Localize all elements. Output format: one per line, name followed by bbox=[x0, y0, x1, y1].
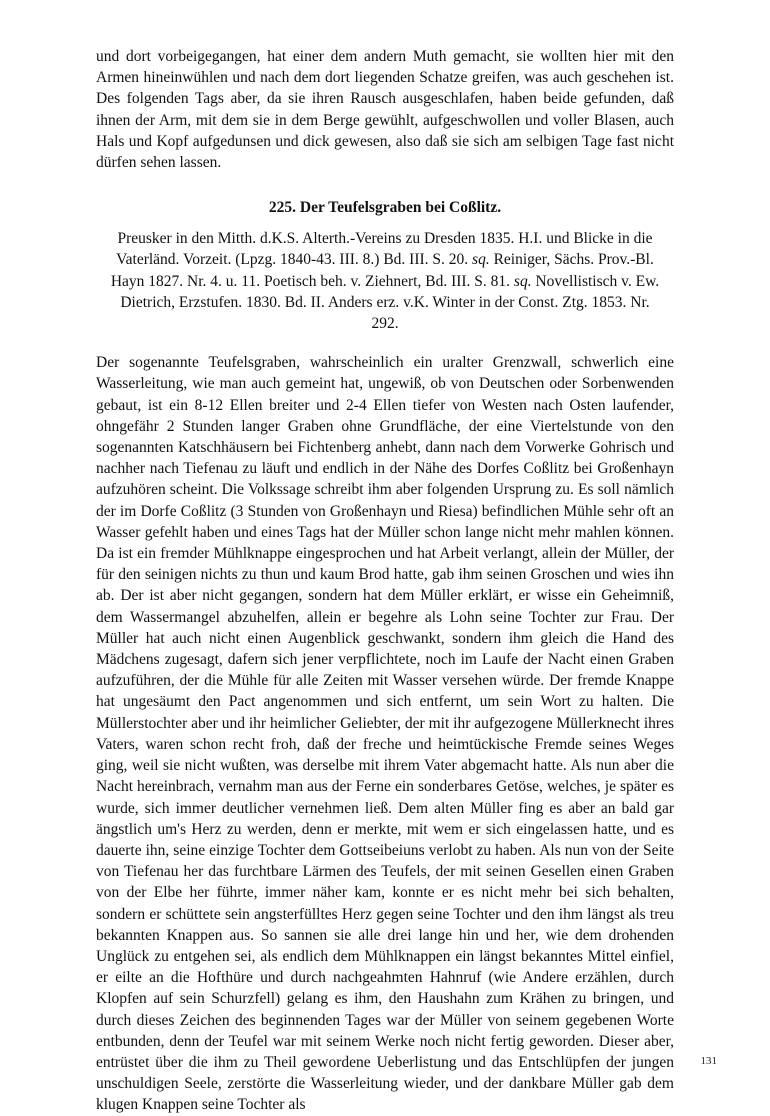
source-citation-sq-1: sq. bbox=[472, 251, 490, 269]
source-citation-part-1: Preusker in den Mitth. d.K.S. Alterth.-Vereins zu Dresden 1835. H.I. und Blicke in die Vaterländ. Vorzeit. (Lpzg. 1840-43. III. 8.) Bd. III. S. 20. bbox=[116, 230, 653, 269]
source-citation-sq-2: sq. bbox=[513, 272, 532, 290]
main-paragraph: Der sogenannte Teufelsgraben, wahrscheinlich ein uralter Grenzwall, schwerlich eine Wasserleitung, wie man auch gemeint hat, ungewiß, ob von Deutschen oder Sorbenwenden gebaut, ist ein 8-12 Ellen breiter und 2-4 Ellen tiefer von Westen nach Osten laufender, ohngefähr 2 Stunden langer Graben ohne Grundfläche, der eine Viertelstunde von den sogenannten Katschhäusern bei Fichtenberg anhebt, dann nach dem Vorwerke Gohrisch und nachher nach Tiefenau zu läuft und endlich in der Nähe des Dorfes Coßlitz bei Großenhayn aufzuhören scheint. Die Volkssage schreibt ihm aber folgenden Ursprung zu. Es soll nämlich der im Dorfe Coßlitz (3 Stunden von Großenhayn und Riesa) befindlichen Mühle sehr oft an Wasser gefehlt haben und eines Tags hat der Müller schon lange nicht mehr mahlen können. Da ist ein fremder Mühlknappe eingesprochen und hat Arbeit verlangt, allein der Müller, der für den seinigen nichts zu thun und kaum Brod hatte, gab ihm seinen Groschen und wies ihn ab. Der ist aber nicht gegangen, sondern hat dem Müller erklärt, er wisse ein Geheimniß, dem Wassermangel abzuhelfen, allein er begehre als Lohn seine Tochter zur Frau. Der Müller hat auch nicht einen Augenblick geschwankt, sondern ihm gleich die Hand des Mädchens zugesagt, dafern sich jener verpflichtete, noch im Laufe der Nacht einen Graben aufzuführen, der die Mühle für alle Zeiten mit Wasser versehen würde. Der fremde Knappe hat ungesäumt den Pact angenommen und sich entfernt, um sein Wort zu halten. Die Müllerstochter aber und ihr heimlicher Geliebter, der mit ihr aufgezogene Müllerknecht ihres Vaters, waren schon recht froh, daß der freche und heimtückische Fremde seines Weges ging, weil sie nicht wußten, was derselbe mit ihrem Vater abgemacht hatte. Als nun aber die Nacht hereinbrach, vernahm man aus der Ferne ein sonderbares Getöse, welches, je später es wurde, sich immer deutlicher vernehmen ließ. Dem alten Müller fing es aber an bald gar ängstlich um's Herz zu werden, denn er merkte, mit wem er sich eingelassen hatte, und es dauerte ihn, seine einzige Tochter dem Gottseibeiuns verlobt zu haben. Als nun von der Seite von Tiefenau her das furchtbare Lärmen des Teufels, der mit seinen Gesellen einen Graben von der Elbe her führte, immer näher kam, konnte er es nicht mehr bei sich behalten, sondern er schüttete sein angsterfülltes Herz gegen seine Tochter und den ihm längst als treu bekannten Knappen aus. So sannen sie alle drei lange hin und her, wie dem drohenden Unglück zu entgehen sei, als endlich dem Mühlknappen ein längst bekanntes Mittel einfiel, er eilte an die Hofthüre und durch nachgeahmten Hahnruf (wie Andere erzählen, durch Klopfen auf sein Schurzfell) gelang es ihm, den Haushahn zum Krähen zu bringen, und durch dieses Zeichen des beginnenden Tages war der Müller von seinem gegebenen Worte entbunden, denn der Teufel war mit seinem Werke noch nicht fertig geworden. Dieser aber, entrüstet über die ihm zu Theil gewordene Ueberlistung und das Entschlüpfen der jungen unschuldigen Seele, zerstörte die Wasserleitung wieder, und der dankbare Müller gab dem klugen Knappen seine Tochter als bbox=[96, 354, 674, 1114]
top-paragraph: und dort vorbeigegangen, hat einer dem andern Muth gemacht, sie wollten hier mit den Armen hineinwühlen und nach dem dort liegenden Schatze greifen, was auch geschehen ist. Des folgenden Tags aber, da sie ihren Rausch ausgeschlafen, haben beide gefunden, daß ihnen der Arm, mit dem sie in dem Berge gewühlt, aufgeschwollen und voller Blasen, auch Hals und Kopf aufgedunsen und dick gewesen, also daß sie sich am selbigen Tage fast nicht dürfen sehen lassen. bbox=[96, 48, 674, 172]
section-title: 225. Der Teufelsgraben bei Coßlitz. bbox=[268, 199, 502, 217]
source-citation-part-2: Reiniger, Sächs. Prov.-Bl. Hayn 1827. Nr. 4. u. 11. Poetisch beh. v. Ziehnert, Bd. III. S. 81. bbox=[110, 251, 654, 290]
page-content bbox=[96, 46, 674, 1116]
source-citation bbox=[110, 228, 660, 334]
page-number: 131 bbox=[700, 1055, 717, 1067]
source-citation-part-3: Novellistisch v. Ew. Dietrich, Erzstufen. 1830. Bd. II. Anders erz. v.K. Winter in der Const. Ztg. 1853. Nr. 292. bbox=[120, 272, 660, 333]
